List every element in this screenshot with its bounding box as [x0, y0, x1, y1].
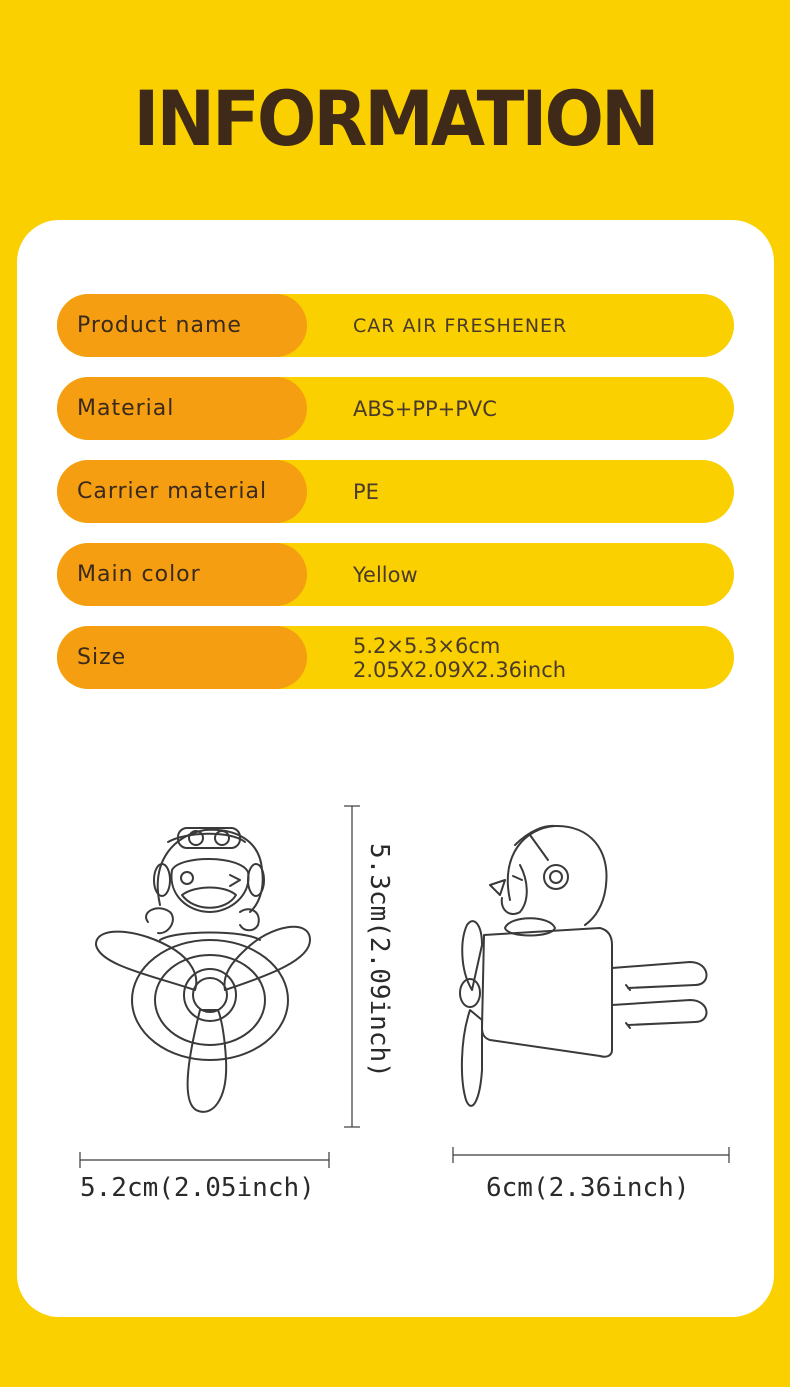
- spec-value: ABS+PP+PVC: [353, 396, 497, 421]
- spec-value: CAR AIR FRESHENER: [353, 314, 568, 337]
- spec-label: Main color: [57, 543, 307, 606]
- width-dimension-label: 5.2cm(2.05inch): [80, 1173, 315, 1203]
- depth-dimension-label: 6cm(2.36inch): [486, 1173, 690, 1203]
- size-cm: 5.2×5.3×6cm: [353, 633, 501, 658]
- spec-label: Product name: [57, 294, 307, 357]
- spec-value: PE: [353, 479, 379, 504]
- size-inch: 2.05X2.09X2.36inch: [353, 657, 567, 682]
- side-view-illustration: [460, 826, 706, 1106]
- height-dimension-label: 5.3cm(2.09inch): [364, 843, 394, 1078]
- spec-label: Size: [57, 626, 307, 689]
- spec-value: Yellow: [353, 562, 418, 587]
- front-view-illustration: [96, 828, 310, 1112]
- spec-label: Material: [57, 377, 307, 440]
- spec-label: Carrier material: [57, 460, 307, 523]
- page-title: INFORMATION: [133, 74, 657, 164]
